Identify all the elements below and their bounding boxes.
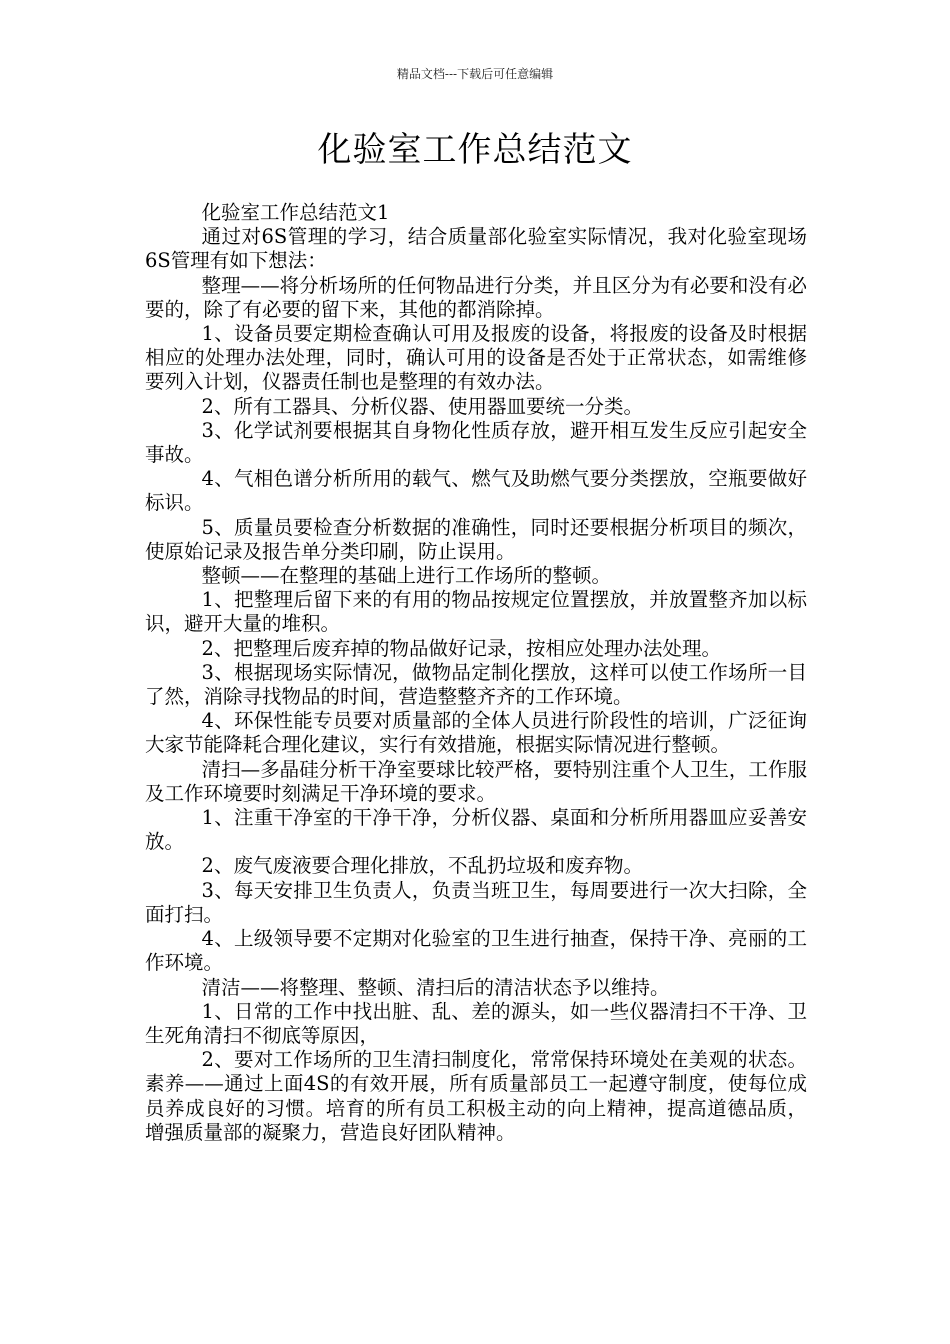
paragraph: 1、注重干净室的干净干净，分析仪器、桌面和分析所用器皿应妥善安放。	[145, 806, 807, 854]
document-body	[145, 201, 807, 1145]
paragraph: 5、质量员要检查分析数据的准确性，同时还要根据分析项目的频次，使原始记录及报告单分类印刷，防止误用。	[145, 515, 807, 563]
paragraph: 4、上级领导要不定期对化验室的卫生进行抽查，保持干净、亮丽的工作环境。	[145, 927, 807, 975]
paragraph: 2、把整理后废弃掉的物品做好记录，按相应处理办法处理。	[201, 636, 721, 660]
paragraph: 2、要对工作场所的卫生清扫制度化，常常保持环境处在美观的状态。素养——通过上面4S的有效开展，所有质量部员工一起遵守制度，使每位成员养成良好的习惯。培育的所有员工积极主动的向上精神，提高道德品质，增强质量部的凝聚力，营造良好团队精神。	[145, 1048, 807, 1144]
document-title: 化验室工作总结范文	[317, 130, 633, 170]
paragraph: 3、每天安排卫生负责人，负责当班卫生，每周要进行一次大扫除，全面打扫。	[145, 878, 807, 926]
paragraph: 3、根据现场实际情况，做物品定制化摆放，这样可以使工作场所一目了然，消除寻找物品的时间，营造整整齐齐的工作环境。	[145, 660, 807, 709]
paragraph: 2、废气废液要合理化排放，不乱扔垃圾和废弃物。	[201, 854, 643, 878]
paragraph: 清洁——将整理、整顿、清扫后的清洁状态予以维持。	[201, 975, 670, 999]
page-header: 精品文档---下载后可任意编辑	[396, 67, 554, 81]
paragraph: 4、环保性能专员要对质量部的全体人员进行阶段性的培训，广泛征询大家节能降耗合理化建议，实行有效措施，根据实际情况进行整顿。	[145, 709, 807, 757]
paragraph: 1、设备员要定期检查确认可用及报废的设备，将报废的设备及时根据相应的处理办法处理，同时，确认可用的设备是否处于正常状态，如需维修要列入计划，仪器责任制也是整理的有效办法。	[145, 322, 807, 394]
paragraph: 1、日常的工作中找出脏、乱、差的源头，如一些仪器清扫不干净、卫生死角清扫不彻底等原因，	[145, 999, 807, 1047]
paragraph: 化验室工作总结范文1	[201, 201, 390, 224]
paragraph: 3、化学试剂要根据其自身物化性质存放，避开相互发生反应引起安全事故。	[145, 418, 807, 467]
paragraph: 清扫—多晶硅分析干净室要球比较严格，要特别注重个人卫生，工作服及工作环境要时刻满足干净环境的要求。	[145, 757, 807, 805]
paragraph: 1、把整理后留下来的有用的物品按规定位置摆放，并放置整齐加以标识，避开大量的堆积。	[145, 588, 807, 636]
paragraph: 2、所有工器具、分析仪器、使用器皿要统一分类。	[201, 394, 643, 418]
paragraph: 整理——将分析场所的任何物品进行分类，并且区分为有必要和没有必要的，除了有必要的留下来，其他的都消除掉。	[145, 273, 807, 321]
paragraph: 通过对6S管理的学习，结合质量部化验室实际情况，我对化验室现场6S管理有如下想法：	[145, 225, 807, 273]
paragraph: 4、气相色谱分析所用的载气、燃气及助燃气要分类摆放，空瓶要做好标识。	[145, 467, 807, 515]
paragraph: 整顿——在整理的基础上进行工作场所的整顿。	[201, 564, 612, 588]
